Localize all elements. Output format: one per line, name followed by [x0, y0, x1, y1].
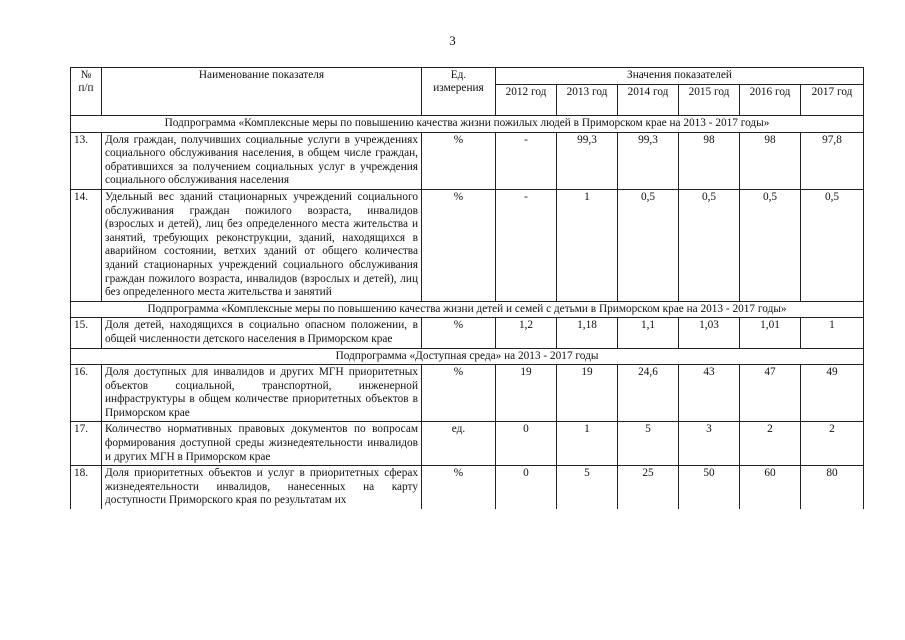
value-2015: 50	[679, 466, 740, 509]
value-2012: 0	[496, 466, 557, 509]
col-header-year: 2012 год	[496, 85, 557, 116]
value-2015: 0,5	[679, 189, 740, 301]
table-row	[71, 466, 864, 509]
table-row	[71, 189, 864, 301]
subprogram-title: Подпрограмма «Комплексные меры по повышению качества жизни пожилых людей в Приморском крае на 2013 - 2017 годы»	[71, 116, 864, 133]
subprogram-title: Подпрограмма «Комплексные меры по повышению качества жизни детей и семей с детьми в Приморском крае на 2013 - 2017 годы»	[71, 301, 864, 318]
table-row	[71, 132, 864, 189]
value-2012: 0	[496, 422, 557, 466]
value-2014: 1,1	[618, 318, 679, 348]
value-2014: 99,3	[618, 132, 679, 189]
value-2014: 25	[618, 466, 679, 509]
col-header-number-line1: №	[80, 69, 92, 81]
value-2015: 43	[679, 365, 740, 422]
subprogram-title: Подпрограмма «Доступная среда» на 2013 - 2017 годы	[71, 348, 864, 365]
row-number: 17.	[71, 422, 102, 466]
table-row	[71, 422, 864, 466]
value-2013: 1,18	[557, 318, 618, 348]
value-2014: 0,5	[618, 189, 679, 301]
value-2016: 0,5	[740, 189, 801, 301]
value-2014: 5	[618, 422, 679, 466]
indicators-table	[70, 67, 864, 509]
row-number: 13.	[71, 132, 102, 189]
value-2016: 98	[740, 132, 801, 189]
indicator-name: Удельный вес зданий стационарных учреждений социального обслуживания граждан пожилого возраста, инвалидов (взрослых и детей), лиц без определенного места жительства и занятий, требующих реконструкции, зданий, находящихся в аварийном состоянии, ветхих зданий от общего количества зданий стационарных учреждений социального обслуживания граждан пожилого возраста, инвалидов (взрослых и детей), лиц без определенного места жительства и занятий	[102, 189, 422, 301]
value-2016: 60	[740, 466, 801, 509]
value-2013: 99,3	[557, 132, 618, 189]
value-2017: 80	[801, 466, 864, 509]
indicator-name: Доля детей, находящихся в социально опасном положении, в общей численности детского населения в Приморском крае	[102, 318, 422, 348]
value-2017: 49	[801, 365, 864, 422]
value-2012: -	[496, 132, 557, 189]
value-2012: -	[496, 189, 557, 301]
unit-cell: %	[422, 466, 496, 509]
indicator-name: Доля доступных для инвалидов и других МГН приоритетных объектов социальной, транспортной, инженерной инфраструктуры в общем количестве приоритетных объектов в Приморском крае	[102, 365, 422, 422]
indicator-name: Доля граждан, получивших социальные услуги в учреждениях социального обслуживания населения, в общем числе граждан, обратившихся за получением социальных услуг в учреждения социального обслуживания населения	[102, 132, 422, 189]
value-2013: 1	[557, 422, 618, 466]
value-2014: 24,6	[618, 365, 679, 422]
row-number: 14.	[71, 189, 102, 301]
col-header-unit	[422, 68, 496, 116]
col-header-unit-line1: Ед.	[450, 69, 467, 81]
col-header-number	[71, 68, 102, 116]
row-number: 15.	[71, 318, 102, 348]
col-header-year: 2017 год	[801, 85, 864, 116]
unit-cell: %	[422, 365, 496, 422]
unit-cell: %	[422, 132, 496, 189]
col-header-year: 2016 год	[740, 85, 801, 116]
value-2012: 1,2	[496, 318, 557, 348]
value-2013: 5	[557, 466, 618, 509]
col-header-year: 2015 год	[679, 85, 740, 116]
value-2013: 1	[557, 189, 618, 301]
table-row	[71, 318, 864, 348]
row-number: 16.	[71, 365, 102, 422]
value-2017: 97,8	[801, 132, 864, 189]
value-2016: 1,01	[740, 318, 801, 348]
indicator-name: Количество нормативных правовых документов по вопросам формирования доступной среды жизнедеятельности инвалидов и других МГН в Приморском крае	[102, 422, 422, 466]
value-2017: 1	[801, 318, 864, 348]
unit-cell: %	[422, 318, 496, 348]
value-2012: 19	[496, 365, 557, 422]
value-2017: 2	[801, 422, 864, 466]
col-header-year: 2013 год	[557, 85, 618, 116]
col-header-name: Наименование показателя	[102, 68, 422, 116]
unit-cell: %	[422, 189, 496, 301]
value-2015: 3	[679, 422, 740, 466]
indicator-name: Доля приоритетных объектов и услуг в приоритетных сферах жизнедеятельности инвалидов, нанесенных на карту доступности Приморского края по результатам их	[102, 466, 422, 509]
row-number: 18.	[71, 466, 102, 509]
value-2016: 47	[740, 365, 801, 422]
table-body	[71, 116, 864, 510]
value-2016: 2	[740, 422, 801, 466]
table-row	[71, 365, 864, 422]
unit-cell: ед.	[422, 422, 496, 466]
col-header-number-line2: п/п	[78, 81, 94, 94]
value-2017: 0,5	[801, 189, 864, 301]
value-2013: 19	[557, 365, 618, 422]
col-header-year: 2014 год	[618, 85, 679, 116]
col-header-unit-line2: измерения	[433, 81, 484, 94]
page-number: 3	[449, 33, 456, 48]
table-header	[71, 68, 864, 116]
value-2015: 1,03	[679, 318, 740, 348]
col-header-values: Значения показателей	[496, 68, 864, 85]
value-2015: 98	[679, 132, 740, 189]
